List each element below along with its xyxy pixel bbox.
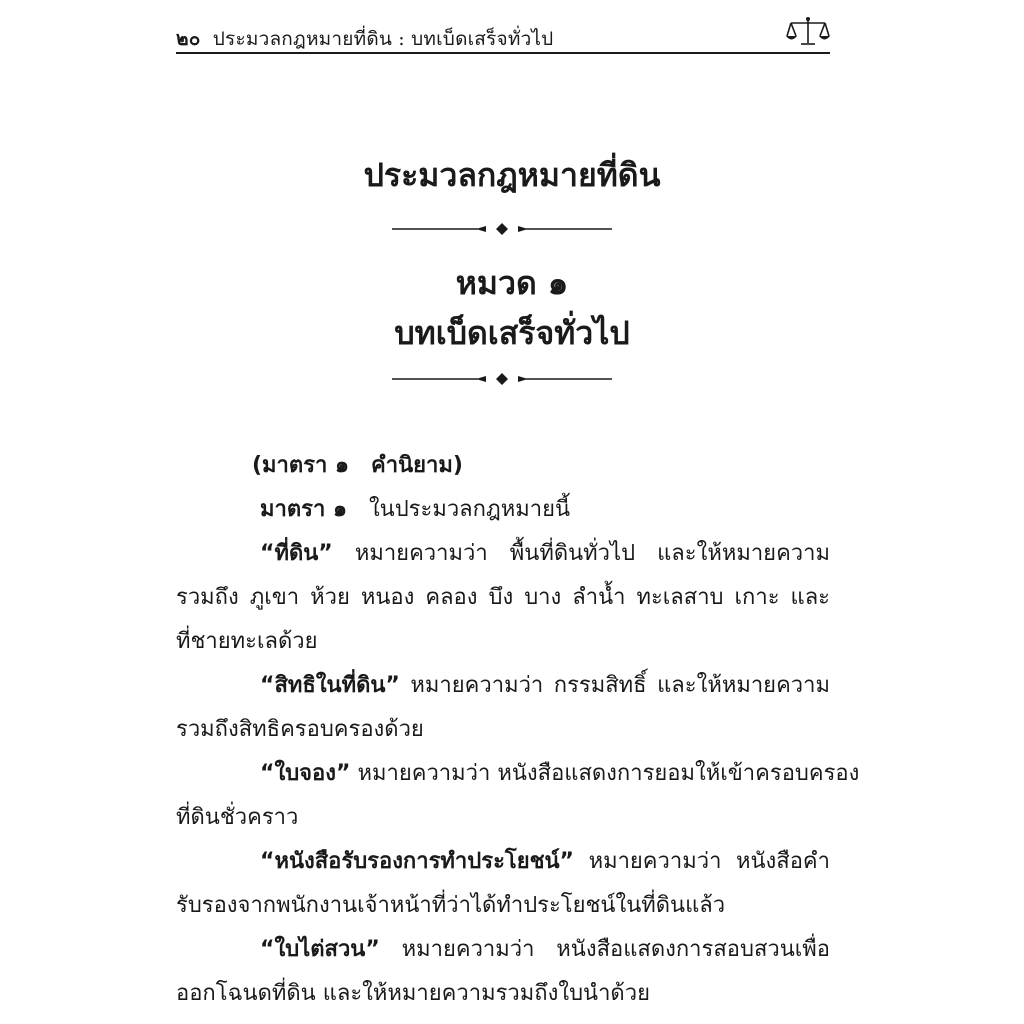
definition-term: “ใบจอง” xyxy=(260,761,351,786)
section-heading xyxy=(176,444,830,488)
definition-item xyxy=(176,752,860,840)
page-number: ๒๐ xyxy=(176,28,201,50)
definition-item xyxy=(176,532,830,664)
definition-text: รับรองจากพนักงานเจ้าหน้าที่ว่าได้ทำประโยชน์ในที่ดินแล้ว xyxy=(176,893,726,918)
section-heading-label: (มาตรา ๑ xyxy=(252,453,349,478)
definition-text: ที่ชายทะเลด้วย xyxy=(176,629,318,654)
definition-item xyxy=(176,840,830,928)
page-title: ประมวลกฎหมายที่ดิน xyxy=(363,156,661,194)
definition-text: ที่ดินชั่วคราว xyxy=(176,805,299,830)
definition-text: หมายความว่า หนังสือแสดงการยอมให้เข้าครอบครอง xyxy=(350,761,860,786)
section-label: มาตรา ๑ xyxy=(260,497,347,522)
section-intro xyxy=(176,488,830,532)
definition-term: “สิทธิในที่ดิน” xyxy=(260,673,400,698)
definition-text: หมายความว่า หนังสือแสดงการสอบสวนเพื่อ xyxy=(379,937,830,962)
running-title: ประมวลกฎหมายที่ดิน : บทเบ็ดเสร็จทั่วไป xyxy=(212,28,554,50)
chapter-name: บทเบ็ดเสร็จทั่วไป xyxy=(394,314,630,352)
section-intro-text: ในประมวลกฎหมายนี้ xyxy=(368,497,571,522)
definition-text: ออกโฉนดที่ดิน และให้หมายความรวมถึงใบนำด้วย xyxy=(176,981,650,1006)
divider-ornament xyxy=(392,372,612,386)
running-header xyxy=(176,14,830,54)
definition-term: “หนังสือรับรองการทำประโยชน์” xyxy=(260,849,575,874)
definition-text: รวมถึงสิทธิครอบครองด้วย xyxy=(176,717,424,742)
definition-text: รวมถึง ภูเขา ห้วย หนอง คลอง บึง บาง ลำน้ำ ทะเลสาบ เกาะ และ xyxy=(176,585,830,610)
definition-text: หมายความว่า หนังสือคำ xyxy=(574,849,830,874)
article-body xyxy=(176,444,860,1016)
definition-term: “ใบไต่สวน” xyxy=(260,937,380,962)
definition-text: หมายความว่า กรรมสิทธิ์ และให้หมายความ xyxy=(399,673,830,698)
divider-ornament xyxy=(392,222,612,236)
scales-of-justice-icon xyxy=(786,16,830,48)
section-heading-topic: คำนิยาม) xyxy=(371,453,463,478)
definition-text: หมายความว่า พื้นที่ดินทั่วไป และให้หมายความ xyxy=(332,541,830,566)
definition-term: “ที่ดิน” xyxy=(260,541,333,566)
definition-item xyxy=(176,928,830,1016)
header-text xyxy=(176,24,553,54)
definition-item xyxy=(176,664,830,752)
chapter-label: หมวด ๑ xyxy=(455,264,569,302)
